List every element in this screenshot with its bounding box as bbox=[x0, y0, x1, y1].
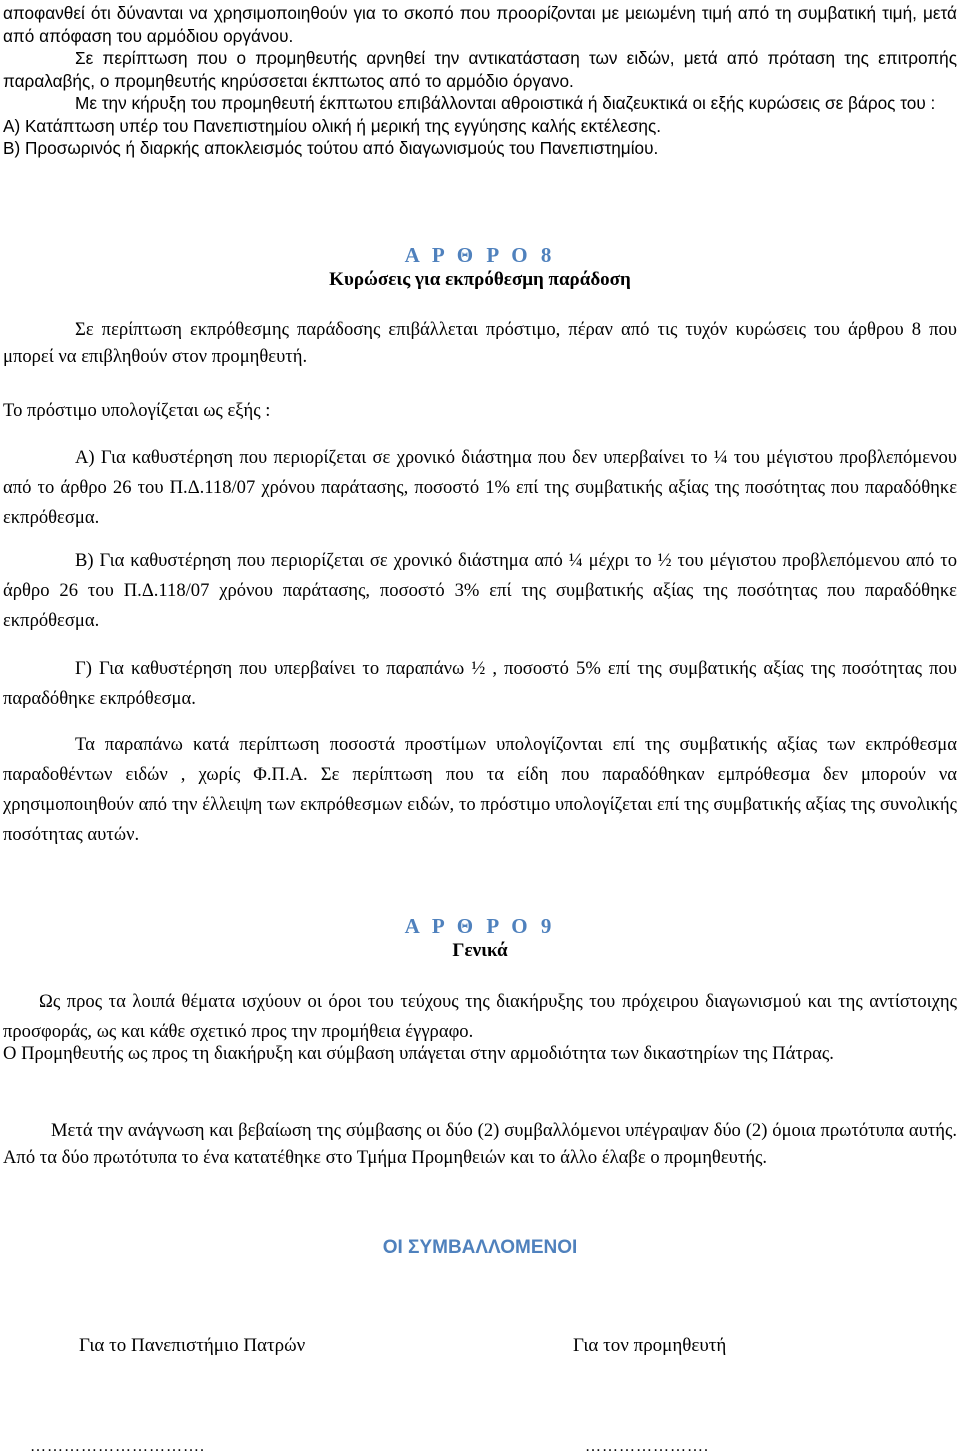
paragraph-refusal: Σε περίπτωση που ο προμηθευτής αρνηθεί την αντικατάσταση των ειδών, μετά από πρόταση της επιτροπής παραλαβής, ο προμηθευτής κηρύσσεται έκπτωτος από το αρμόδιο όργανο. bbox=[3, 48, 957, 91]
article-9-number: Α Ρ Θ Ρ Ο 9 bbox=[404, 914, 556, 938]
signature-line-university: …………………………. bbox=[30, 1438, 205, 1455]
penalty-item-b: Β) Προσωρινός ή διαρκής αποκλεισμός τούτου από διαγωνισμούς του Πανεπιστημίου. bbox=[3, 138, 659, 158]
signature-line-supplier: …………………. bbox=[585, 1438, 709, 1455]
article-8-title: Κυρώσεις για εκπρόθεσμη παράδοση bbox=[329, 269, 631, 290]
article-8-case-a: Α) Για καθυστέρηση που περιορίζεται σε χρονικό διάστημα που δεν υπερβαίνει το ¼ του μέγιστου προβλεπόμενου από το άρθρο 26 του Π.Δ.118/07 χρόνου παράτασης, ποσοστό 1% επί της συμβατικής αξίας της ποσότητας που παραδόθηκε εκπρόθεσμα. bbox=[3, 447, 957, 528]
article-9-para-1: Ως προς τα λοιπά θέματα ισχύουν οι όροι του τεύχους της διακήρυξης του πρόχειρου διαγωνισμού και της αντίστοιχης προσφοράς, ως και κάθε σχετικό προς την προμήθεια έγγραφο. bbox=[3, 991, 957, 1042]
penalty-item-a: Α) Κατάπτωση υπέρ του Πανεπιστημίου ολική ή μερική της εγγύησης καλής εκτέλεσης. bbox=[3, 115, 661, 136]
signature-label-university: Για το Πανεπιστήμιο Πατρών bbox=[79, 1335, 306, 1356]
article-8-number: Α Ρ Θ Ρ Ο 8 bbox=[404, 243, 556, 267]
article-8-case-c: Γ) Για καθυστέρηση που υπερβαίνει το παραπάνω ½ , ποσοστό 5% επί της συμβατικής αξίας της ποσότητας που παραδόθηκε εκπρόθεσμα. bbox=[3, 658, 957, 709]
article-8-intro: Σε περίπτωση εκπρόθεσμης παράδοσης επιβάλλεται πρόστιμο, πέραν από τις τυχόν κυρώσεις του άρθρου 8 που μπορεί να επιβληθούν στον προμηθευτή. bbox=[3, 319, 957, 367]
top-section bbox=[3, 2, 957, 160]
article-8-calc: Το πρόστιμο υπολογίζεται ως εξής : bbox=[3, 400, 271, 421]
signature-label-supplier: Για τον προμηθευτή bbox=[573, 1335, 727, 1356]
paragraph-continuation: αποφανθεί ότι δύνανται να χρησιμοποιηθούν για το σκοπό που προορίζονται με μειωμένη τιμή από τη συμβατική τιμή, μετά από απόφαση του αρμόδιου οργάνου. bbox=[3, 3, 957, 46]
paragraph-penalties: Με την κήρυξη του προμηθευτή έκπτωτου επιβάλλονται αθροιστικά ή διαζευκτικά οι εξής κυρώσεις σε βάρος του : bbox=[75, 93, 936, 113]
article-9-para-2: Ο Προμηθευτής ως προς τη διακήρυξη και σύμβαση υπάγεται στην αρμοδιότητα των δικαστηρίων της Πάτρας. bbox=[3, 1043, 834, 1064]
article-8-case-b: Β) Για καθυστέρηση που περιορίζεται σε χρονικό διάστημα από ¼ μέχρι το ½ του μέγιστου προβλεπόμενου από το άρθρο 26 του Π.Δ.118/07 χρόνου παράτασης, ποσοστό 3% επί της συμβατικής αξίας της ποσότητας που παραδόθηκε εκπρόθεσμα. bbox=[3, 550, 957, 631]
signatures-title: ΟΙ ΣΥΜΒΑΛΛΟΜΕΝΟΙ bbox=[382, 1237, 578, 1258]
article-9-para-3: Μετά την ανάγνωση και βεβαίωση της σύμβασης οι δύο (2) συμβαλλόμενοι υπέγραψαν δύο (2) όμοια πρωτότυπα αυτής. Από τα δύο πρωτότυπα το ένα κατατέθηκε στο Τμήμα Προμηθειών και το άλλο έλαβε ο προμηθευτής. bbox=[3, 1120, 957, 1168]
article-8-note: Τα παραπάνω κατά περίπτωση ποσοστά προστίμων υπολογίζονται επί της συμβατικής αξίας των εκπρόθεσμα παραδοθέντων ειδών , χωρίς Φ.Π.Α. Σε περίπτωση που τα είδη που παραδόθηκαν εμπρόθεσμα δεν μπορούν να χρησιμοποιηθούν από την έλλειψη των εκπρόθεσμων ειδών, το πρόστιμο υπολογίζεται επί της συμβατικής αξίας της συνολικής ποσότητας αυτών. bbox=[3, 734, 957, 845]
article-9-title: Γενικά bbox=[452, 940, 508, 961]
